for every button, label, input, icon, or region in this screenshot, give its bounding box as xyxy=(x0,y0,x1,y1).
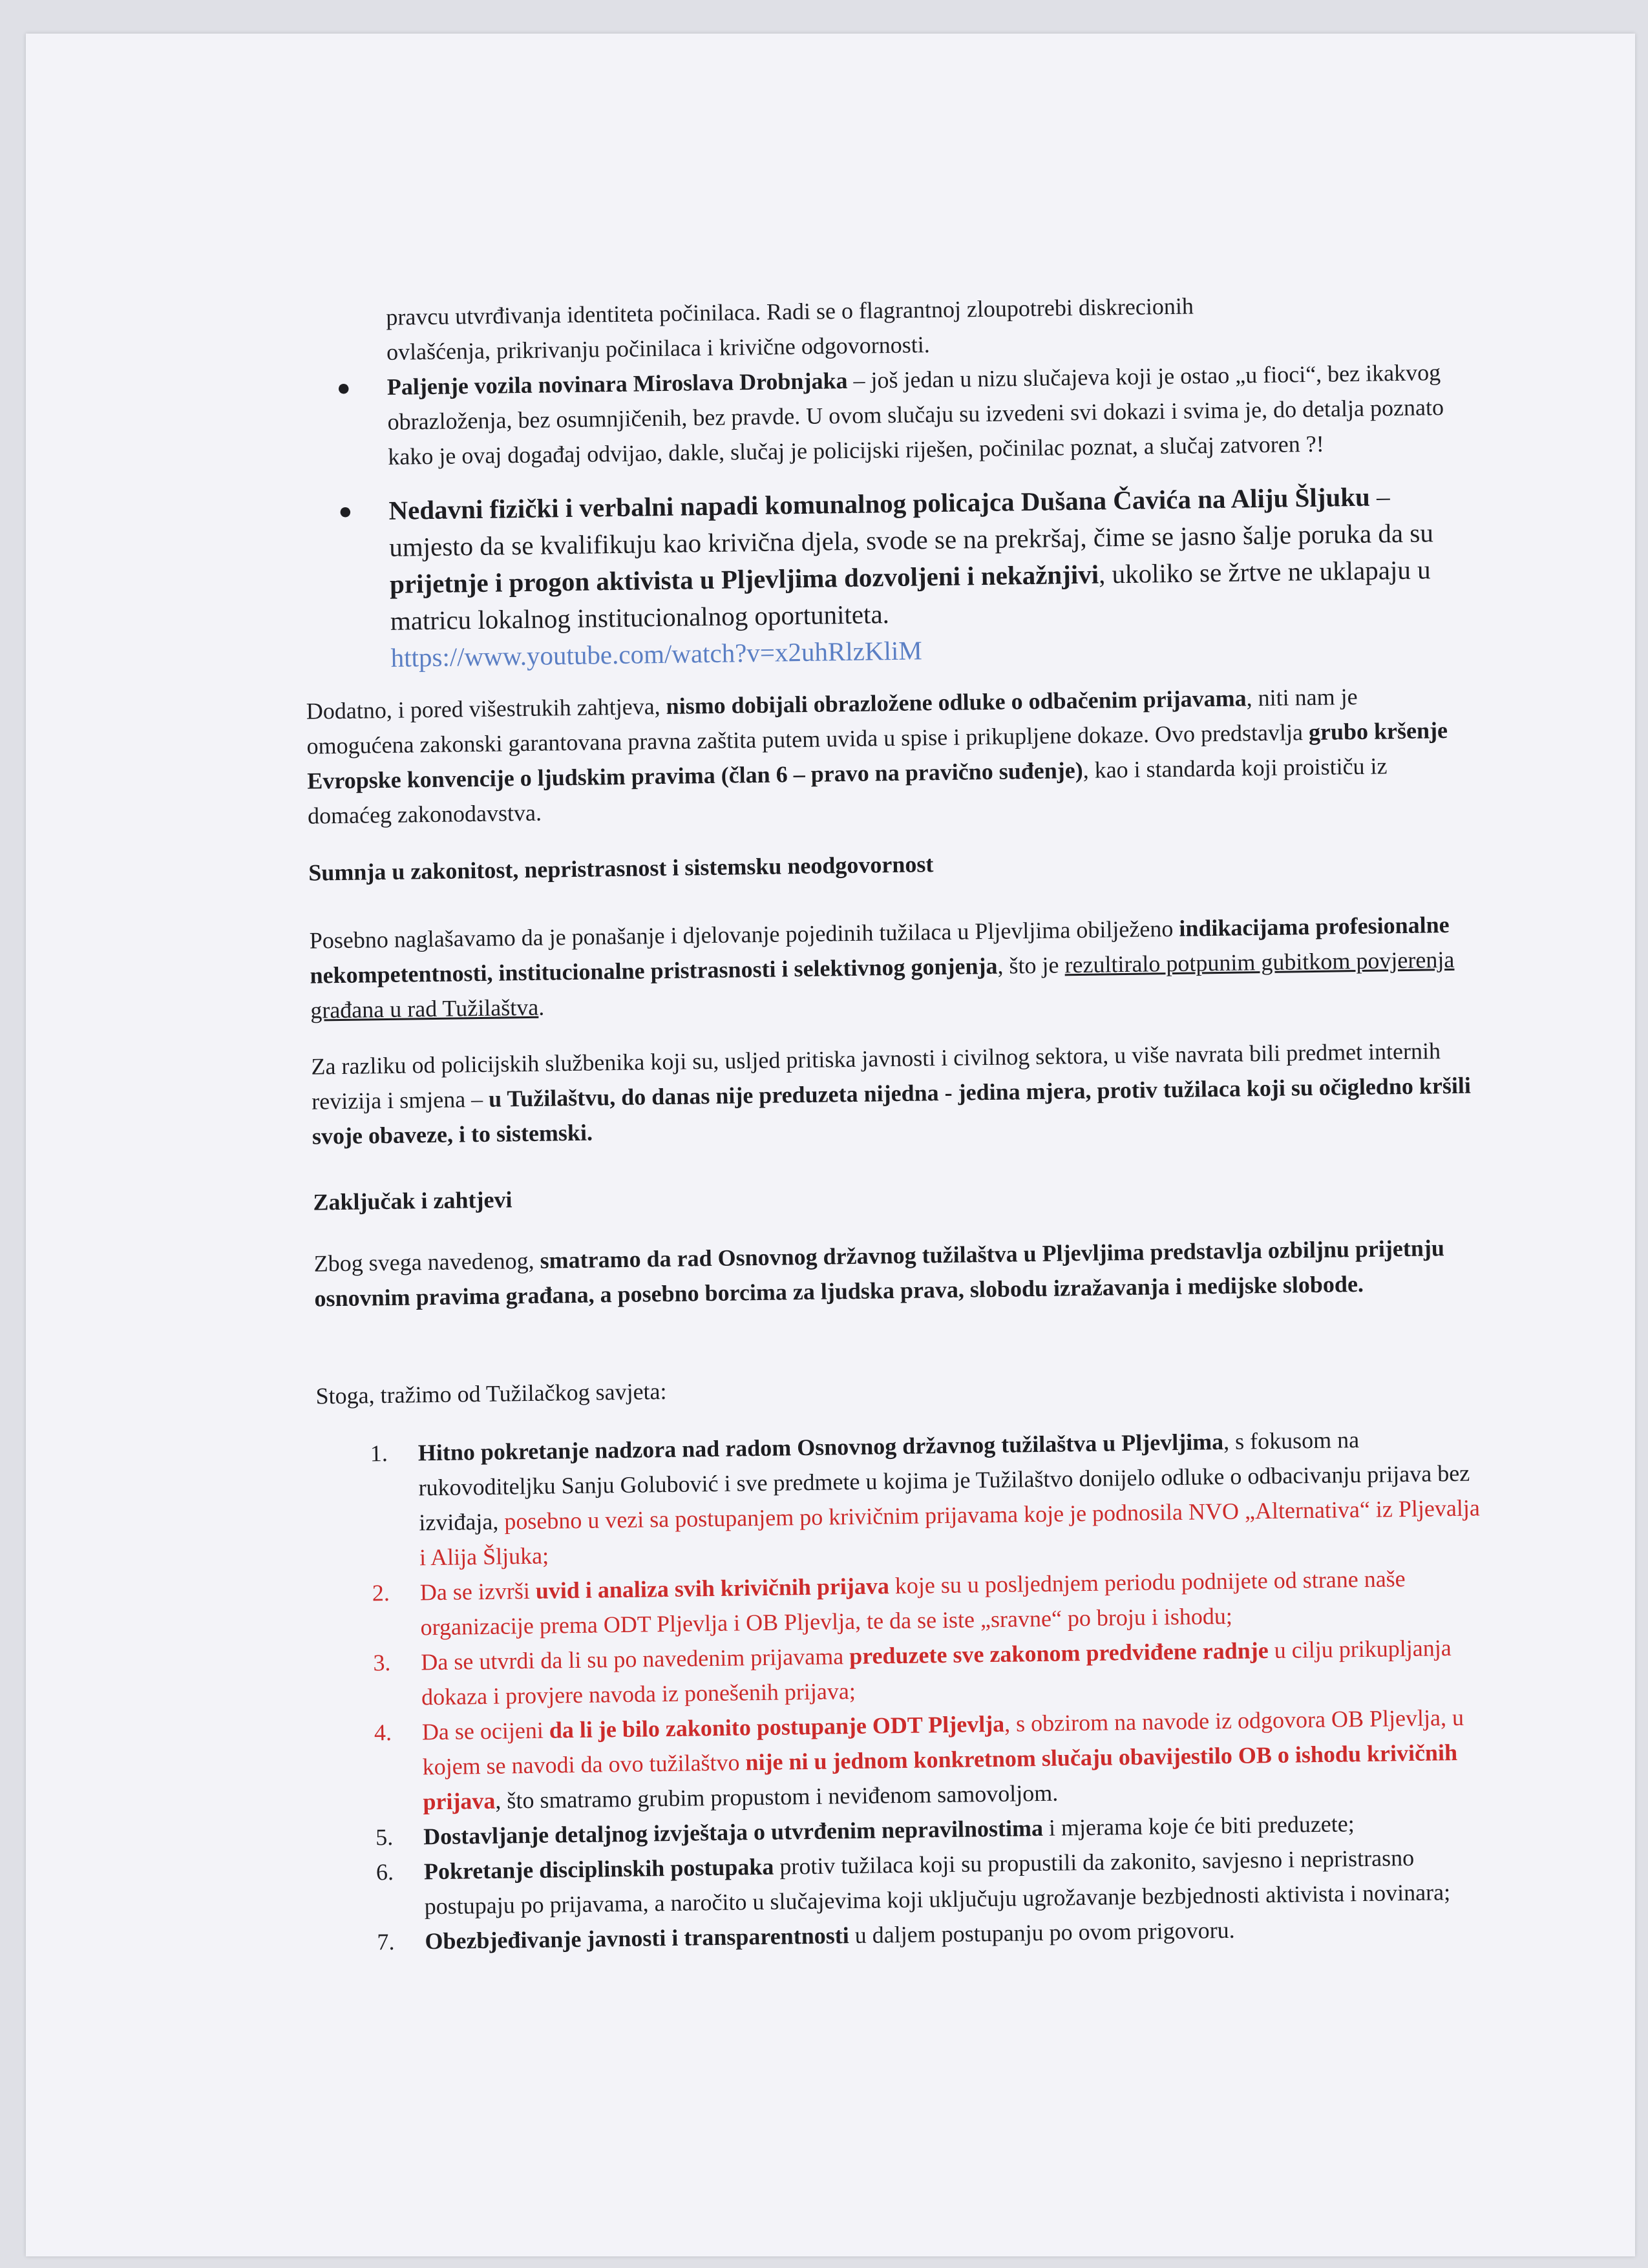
text-run: , što je xyxy=(997,952,1065,979)
paragraph-sumnja xyxy=(309,907,1474,1028)
list-number: 4. xyxy=(374,1719,392,1746)
page-content xyxy=(26,34,1635,2256)
bullet-item xyxy=(336,355,1448,474)
section-heading: Zaključak i zahtjevi xyxy=(313,1186,512,1215)
bullet-text xyxy=(386,355,1448,474)
text-run: koje su u posljednjem periodu podnijete od strane naše organizacije prema ODT Pljevlja i OB Pljevlja, te da se iste „sravne“ po broju i ishodu; xyxy=(420,1566,1406,1641)
text-run: Posebno naglašavamo da je ponašanje i djelovanje pojedinih tužilaca u Pljevljima obilježeno xyxy=(309,915,1179,954)
text-run: , niti nam je omogućena zakonski garantovana pravna zaštita putem uvida u spise i prikupljene dokaze. Ovo predstavlja xyxy=(306,683,1358,759)
text-run: . xyxy=(538,994,545,1020)
text-run: Zbog svega navedenog, xyxy=(313,1247,540,1277)
bold-run: da li je bilo zakonito postupanje ODT Pljevlja xyxy=(549,1710,1005,1743)
bullet-bold: Paljenje vozila novinara Miroslava Drobnjaka xyxy=(386,367,848,400)
list-text xyxy=(422,1699,1490,1819)
document-page xyxy=(26,34,1635,2256)
bold-run: nije ni u jednom konkretnom slučaju obavijestilo OB o ishodu krivičnih prijava xyxy=(423,1739,1458,1815)
paragraph-za-razliku xyxy=(311,1033,1475,1153)
bold-run: smatramo da rad Osnovnog državnog tužilaštva u Pljevljima predstavlja ozbiljnu prijetnju osnovnim pravima građana, a posebno borcima za ljudska prava, slobodu izražavanja i medijske slobode. xyxy=(314,1235,1445,1312)
bullet-text xyxy=(388,478,1450,640)
paragraph-text xyxy=(306,678,1464,834)
text-run: Da se ocijeni xyxy=(421,1717,550,1745)
bold-run: Dostavljanje detaljnog izvještaja o utvrđenim nepravilnostima xyxy=(423,1814,1044,1850)
list-number: 2. xyxy=(372,1580,390,1606)
bullet-bold: prijetnje i progon aktivista u Pljevljima dozvoljeni i nekažnjivi xyxy=(389,559,1099,599)
bold-run: preduzete sve zakonom predviđene radnje xyxy=(849,1637,1269,1670)
bold-run: indikacijama profesionalne nekompetentnosti, institucionalne pristrasnosti i selektivnog gonjenja xyxy=(310,912,1450,989)
bullet-body: , ukoliko se žrtve ne uklapaju u matricu lokalnog institucionalnog oportuniteta. xyxy=(390,554,1431,636)
paragraph-text xyxy=(313,1230,1464,1316)
text-run: , s fokusom na rukovoditeljku Sanju Golubović i sve predmete u kojima je Tužilaštvo donijelo odluke o odbacivanju prijava bez izviđaja, xyxy=(418,1427,1470,1536)
list-item xyxy=(370,1420,1486,1575)
bold-run: Pokretanje disciplinskih postupaka xyxy=(423,1853,774,1885)
section-heading: Sumnja u zakonitost, nepristrasnost i sistemsku neodgovornost xyxy=(308,851,934,886)
text-run: , kao i standarda koji proističu iz domaćeg zakonodavstva. xyxy=(307,753,1388,829)
text-line: pravcu utvrđivanja identiteta počinilaca. Radi se o flagrantnoj zloupotrebi diskrecionih xyxy=(386,293,1194,330)
text-run: Da se utvrdi da li su po navedenim prijavama xyxy=(421,1643,850,1675)
text-run: protiv tužilaca koji su propustili da zakonito, savjesno i nepristrasno postupaju po prijavama, a naročito u slučajevima koji uključuju ugrožavanje bezbjednosti aktivista i novinara; xyxy=(424,1844,1451,1920)
bold-run: u Tužilaštvu, do danas nije preduzeta nijedna - jedina mjera, protiv tužilaca koji su očigledno kršili svoje obaveze, i to sistemski. xyxy=(312,1072,1472,1150)
bullet-item xyxy=(338,478,1451,677)
text-run: u daljem postupanju po ovom prigovoru. xyxy=(849,1916,1235,1949)
text-run: , što smatramo grubim propustom i neviđenom samovoljom. xyxy=(495,1780,1059,1814)
list-number: 6. xyxy=(375,1858,394,1885)
text-run: i mjerama koje će biti preduzete; xyxy=(1042,1811,1355,1841)
paragraph-text xyxy=(309,907,1474,1028)
bullet-bold: Nedavni fizički i verbalni napadi komunalnog policajca Dušana Čavića na Aliju Šljuku xyxy=(388,481,1371,525)
bullet-icon: ● xyxy=(338,498,353,524)
bold-run: nismo dobijali obrazložene odluke o odbačenim prijavama xyxy=(666,685,1247,719)
list-text xyxy=(417,1420,1486,1575)
paragraph-stoga: Stoga, tražimo od Tužilačkog savjeta: xyxy=(315,1378,667,1409)
text-run: Dodatno, i pored višestrukih zahtjeva, xyxy=(306,693,666,724)
list-number: 7. xyxy=(377,1928,395,1955)
demands-list xyxy=(370,1420,1491,1958)
bold-run: Obezbjeđivanje javnosti i transparentnosti xyxy=(425,1922,849,1955)
paragraph-zbog-svega xyxy=(313,1230,1464,1316)
underlined-run: rezultiralo potpunim gubitkom povjerenja građana u rad Tužilaštva xyxy=(310,946,1455,1024)
list-number: 3. xyxy=(373,1650,391,1676)
bullet-icon: ● xyxy=(336,374,351,401)
text-run: u cilju prikupljanja dokaza i provjere navoda iz ponešenih prijava; xyxy=(421,1635,1452,1710)
red-run: posebno u vezi sa postupanjem po krivičnim prijavama koje je podnosila NVO „Alternativa“ iz Pljevalja i Alija Šljuka; xyxy=(419,1495,1481,1571)
bullet-body: – umjesto da se kvalifikuju kao krivična djela, svode se na prekršaj, čime se jasno šalje poruka da su xyxy=(388,481,1434,562)
text-run: Da se izvrši xyxy=(419,1577,536,1606)
bullet-body: – još jedan u nizu slučajeva koji je ostao „u fioci“, bez ikakvog obrazloženja, bez osumnjičenih, bez pravde. U ovom slučaju su izvedeni svi dokazi i svima je, do detalja poznato kako je ovaj događaj odvijao, dakle, slučaj je policijski riješen, počinilac poznat, a slučaj zatvoren ?! xyxy=(387,359,1444,470)
paragraph-dodatno xyxy=(306,678,1464,834)
text-run: , s obzirom na navode iz odgovora OB Pljevlja, u kojem se navodi da ovo tužilaštvo xyxy=(422,1704,1464,1780)
youtube-link[interactable]: https://www.youtube.com/watch?v=x2uhRlzKliM xyxy=(390,635,923,673)
text-line: ovlašćenja, prikrivanju počinilaca i krivične odgovornosti. xyxy=(386,331,931,365)
list-number: 5. xyxy=(375,1823,394,1851)
paragraph-text xyxy=(311,1033,1475,1153)
bold-run: Hitno pokretanje nadzora nad radom Osnovnog državnog tužilaštva u Pljevljima xyxy=(417,1428,1224,1466)
list-number: 1. xyxy=(370,1440,388,1467)
bold-run: uvid i analiza svih krivičnih prijava xyxy=(535,1573,890,1604)
list-item xyxy=(374,1699,1490,1819)
text-run: Za razliku od policijskih službenika koji su, usljed pritiska javnosti i civilnog sektora, u više navrata bili predmet internih revizija i smjena – xyxy=(311,1038,1441,1115)
bold-run: grubo kršenje Evropske konvencije o ljudskim pravima (član 6 – pravo na pravično suđenje) xyxy=(307,717,1448,794)
